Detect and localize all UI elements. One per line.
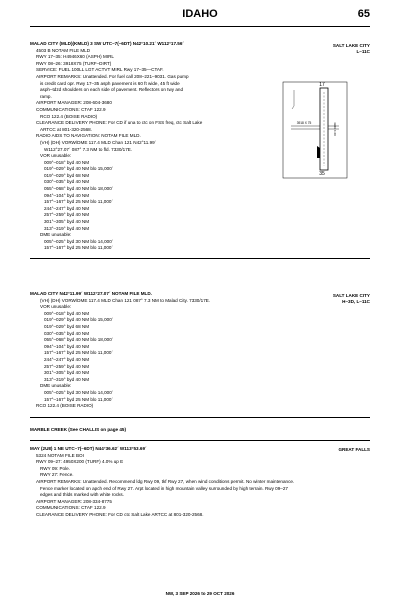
- runway-line: RWY 09–27: 4950X200 (TURF) 4.0% up E: [36, 459, 124, 465]
- road: [292, 90, 294, 109]
- page-header: [30, 8, 370, 24]
- airport-manager-line: AIRPORT MANAGER: 208-604-3680: [36, 100, 112, 106]
- vor-unusable-heading: VOR unusable:: [40, 153, 72, 159]
- runway-17-label: 17: [319, 82, 325, 88]
- vor-unusable-item: 257°–259° byd 40 NM: [44, 212, 90, 218]
- may-airport-entry: [30, 446, 294, 519]
- vor-unusable-item: 030°–035° byd 40 NM: [44, 330, 90, 336]
- state-title: IDAHO: [182, 8, 218, 20]
- rco-line: RCO 122.4 (BOISE RADIO): [40, 113, 98, 119]
- dme-unusable-heading: DME unusable:: [40, 383, 72, 389]
- vor-unusable-item: 009°–018° byd 40 NM: [44, 159, 90, 165]
- communications-line: COMMUNICATIONS: CTAF 122.9: [36, 106, 106, 112]
- airport-diagram: [279, 74, 349, 182]
- vor-unusable-heading: VOR unusable:: [40, 304, 72, 310]
- header-rule: [30, 26, 370, 27]
- airport-remarks-line: asph–tdzd shoulders on each side of pavement. Reflectors on twy and: [40, 87, 184, 93]
- clearance-delivery-line: CLEARANCE DELIVERY PHONE: For CD ctc Salt Lake ARTCC at 801-320-2568.: [36, 511, 204, 517]
- vor-unusable-item: 301°–305° byd 40 NM: [44, 370, 90, 376]
- turf-runway-dimensions: 3918 X 75: [296, 121, 312, 125]
- chart-reference-line: L–11C: [356, 49, 370, 55]
- chart-reference-tag: [338, 447, 370, 453]
- chart-reference-line: SALT LAKE CITY: [332, 43, 370, 48]
- vor-unusable-item: 055°–068° byd 40 NM blo 18,000´: [44, 186, 114, 192]
- vor-unusable-item: 055°–068° byd 40 NM blo 18,000´: [44, 337, 114, 343]
- navaid-name-line: MALAD CITY N42°11.99´ W112°27.07´ NOTAM FILE MLD.: [30, 291, 152, 296]
- runway-35-label: 35: [319, 171, 325, 177]
- vor-unusable-item: 019°–029° byd 68 NM: [44, 172, 90, 178]
- dme-unusable-heading: DME unusable:: [40, 232, 72, 238]
- airport-remarks-line: is credit card opr. Rwy 17–35 asph pavement is 60 ft wide, 45 ft wide: [40, 80, 180, 86]
- section-divider: [30, 417, 370, 418]
- elevation-line: 4503 B NOTAM FILE MLD: [36, 47, 91, 53]
- malad-city-airport-entry: [30, 41, 202, 252]
- vor-unusable-item: 244°–247° byd 40 NM: [44, 356, 90, 362]
- section-divider: [30, 440, 370, 441]
- airport-remarks-line: AIRPORT REMARKS: Unattended. Recommend ldg Rwy 09, tkf Rwy 27, when wind conditions permit. No winter maintenance.: [36, 478, 295, 484]
- vor-line: (VH) (DH) VORW/DME 117.4 MLD Chan 121 087° 7.3 NM to Malad City. 7330/17E.: [40, 297, 211, 303]
- page-number: 65: [357, 8, 370, 20]
- service-line: SERVICE: FUEL 100LL LGT ACTVT MIRL Rwy 17–35—CTAF.: [36, 67, 164, 73]
- vor-unusable-item: 019°–029° byd 40 NM blo 15,000´: [44, 166, 114, 172]
- vor-unusable-item: 019°–029° byd 40 NM blo 15,000´: [44, 317, 114, 323]
- section-divider: [30, 258, 370, 259]
- marble-creek-entry: [30, 427, 126, 434]
- chart-reference-tag: [333, 43, 370, 55]
- vor-unusable-item: 009°–018° byd 40 NM: [44, 310, 90, 316]
- radio-aids-line: RADIO AIDS TO NAVIGATION: NOTAM FILE MLD.: [36, 133, 141, 139]
- vor-unusable-item: 313°–319° byd 40 NM: [44, 225, 90, 231]
- rco-line: RCO 122.4 (BOISE RADIO): [36, 403, 94, 409]
- clearance-delivery-line: CLEARANCE DELIVERY PHONE: For CD if una to ctc on FSS freq, ctc Salt Lake: [36, 120, 203, 126]
- runway-end-line: RWY 27: Fence.: [40, 472, 74, 478]
- page-footer: NW, 3 SEP 2026 to 29 OCT 2026: [165, 591, 235, 596]
- vor-unusable-item: 157°–167° byd 25 NM blo 11,000´: [44, 350, 113, 356]
- runway-line: RWY 17–35: H4946X60 (ASPH) MIRL: [36, 54, 114, 60]
- chart-reference-line: SALT LAKE CITY: [332, 293, 370, 298]
- runway-end-line: RWY 09: Pole.: [40, 465, 70, 471]
- dme-unusable-item: 005°–025° byd 30 NM blo 14,000´: [44, 238, 114, 244]
- vor-unusable-item: 157°–167° byd 25 NM blo 11,000´: [44, 199, 113, 205]
- clearance-delivery-line: ARTCC at 801-320-2568.: [40, 126, 93, 132]
- vor-unusable-item: 244°–247° byd 40 NM: [44, 205, 90, 211]
- apron: [317, 146, 320, 158]
- chart-reference-line: H–3D, L–11C: [342, 299, 370, 305]
- dme-unusable-item: 005°–025° byd 30 NM blo 14,000´: [44, 389, 114, 395]
- dme-unusable-item: 157°–167° byd 25 NM blo 11,000´: [44, 245, 113, 251]
- vor-unusable-item: 094°–104° byd 40 NM: [44, 343, 90, 349]
- airport-remarks-line: ramp.: [40, 93, 52, 99]
- vor-line: W112°27.07´ 087° 7.3 NM to fld. 7330/17E.: [44, 146, 133, 152]
- vor-unusable-item: 257°–259° byd 40 NM: [44, 363, 90, 369]
- cross-reference-line: MARBLE CREEK (See CHALLIS on page 45): [30, 427, 126, 432]
- elevation-line: 5324 NOTAM FILE BOI: [36, 452, 84, 458]
- airport-remarks-line: AIRPORT REMARKS: Unattended. For fuel call 208–221–9031. Gas pump: [36, 73, 189, 79]
- airport-name-line: MALAD CITY (MLD)(KMLD) 3 SW UTC–7(–6DT) N42°10.21´ W112°17.56´: [30, 41, 184, 46]
- chart-reference-line: GREAT FALLS: [338, 447, 370, 452]
- dme-unusable-item: 157°–167° byd 25 NM blo 11,000´: [44, 396, 113, 402]
- airport-name-line: MAY (2U8) 1 NE UTC–7(–6DT) N44°36.62´ W113°53.69´: [30, 446, 147, 451]
- vor-unusable-item: 313°–319° byd 40 NM: [44, 376, 90, 382]
- airport-manager-line: AIRPORT MANAGER: 208-334-8775: [36, 498, 112, 504]
- vor-unusable-item: 301°–305° byd 40 NM: [44, 219, 90, 225]
- vor-line: (VH) (DH) VORW/DME 117.4 MLD Chan 121 N42°11.99´: [40, 139, 157, 145]
- malad-city-navaid-entry: [30, 291, 210, 410]
- chart-reference-tag: [333, 293, 370, 305]
- vor-unusable-item: 030°–035° byd 40 NM: [44, 179, 90, 185]
- airport-remarks-line: edges and thlds marked with white rocks.: [40, 492, 125, 498]
- vor-unusable-item: 019°–029° byd 68 NM: [44, 323, 90, 329]
- runway-line: RWY 08–26: 3918X75 (TURF–DIRT): [36, 60, 112, 66]
- paved-runway-dimensions: 4946 X 60: [333, 122, 337, 136]
- vor-unusable-item: 094°–104° byd 40 NM: [44, 192, 90, 198]
- airport-remarks-line: Fence marker located on apch end of Rwy 27. Arpt located in high mountain valley surrounded by high terrain. Rwy 09–27: [40, 485, 288, 491]
- communications-line: COMMUNICATIONS: CTAF 122.9: [36, 505, 106, 511]
